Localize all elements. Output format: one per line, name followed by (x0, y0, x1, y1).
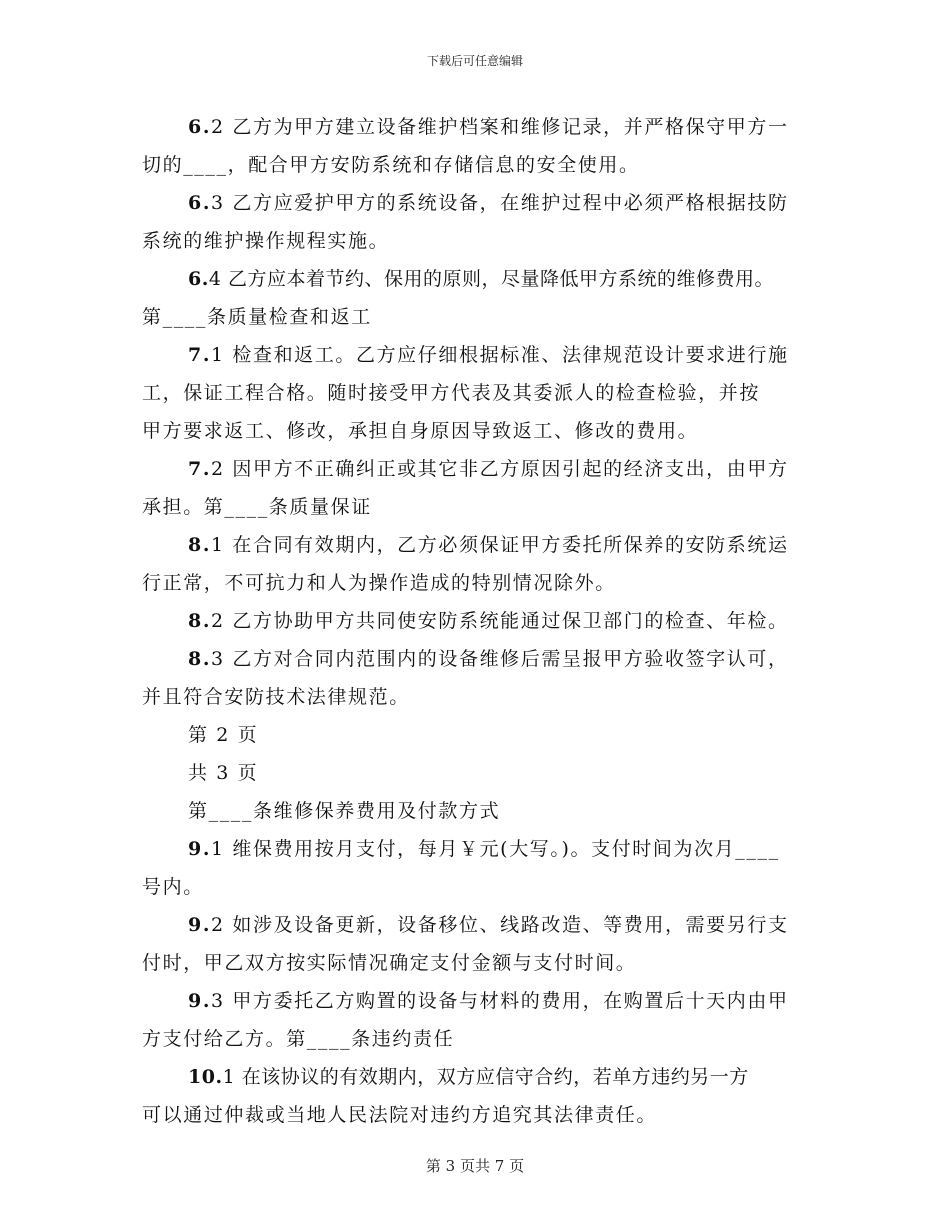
text-line (142, 982, 832, 1020)
clause-number: 7. (188, 458, 212, 480)
clause-number: 6. (188, 116, 212, 138)
text-line (142, 526, 832, 564)
clause-number: 9. (188, 838, 212, 860)
line-text: 并且符合安防技术法律规范。 (142, 686, 410, 708)
text-line (142, 222, 832, 260)
line-text: 甲方要求返工、修改，承担自身原因导致返工、修改的费用。 (142, 420, 699, 442)
line-text: 第____条质量检查和返工 (142, 306, 372, 328)
text-line (142, 412, 832, 450)
clause-number: 6. (188, 268, 209, 290)
line-text: 3 甲方委托乙方购置的设备与材料的费用，在购置后十天内由甲 (211, 990, 789, 1012)
text-line (142, 754, 832, 792)
line-text: 共 3 页 (188, 762, 259, 784)
line-text: 第____条维修保养费用及付款方式 (188, 800, 501, 822)
line-text: 3 乙方对合同内范围内的设备维修后需呈报甲方验收签字认可， (211, 648, 789, 670)
line-text: 号内。 (142, 876, 204, 898)
line-text: 3 乙方应爱护甲方的系统设备，在维护过程中必须严格根据技防 (211, 192, 789, 214)
text-line (142, 184, 832, 222)
text-line (142, 678, 832, 716)
line-text: 切的____，配合甲方安防系统和存储信息的安全使用。 (142, 154, 640, 176)
text-line (142, 336, 832, 374)
clause-number: 10. (188, 1066, 223, 1088)
line-text: 1 维保费用按月支付，每月￥元(大写。)。支付时间为次月____ (211, 838, 780, 860)
text-line (142, 108, 832, 146)
clause-number: 6. (188, 192, 212, 214)
line-text: 2 乙方协助甲方共同使安防系统能通过保卫部门的检查、年检。 (211, 610, 789, 632)
text-line (142, 830, 832, 868)
text-line (142, 716, 832, 754)
text-line (142, 374, 832, 412)
line-text: 2 如涉及设备更新，设备移位、线路改造、等费用，需要另行支 (211, 914, 789, 936)
text-line (142, 260, 832, 298)
line-text: 方支付给乙方。第____条违约责任 (142, 1028, 455, 1050)
line-text: 行正常，不可抗力和人为操作造成的特别情况除外。 (142, 572, 616, 594)
text-line (142, 564, 832, 602)
line-text: 2 因甲方不正确纠正或其它非乙方原因引起的经济支出，由甲方 (211, 458, 789, 480)
text-line (142, 944, 832, 982)
line-text: 付时，甲乙双方按实际情况确定支付金额与支付时间。 (142, 952, 637, 974)
text-line (142, 640, 832, 678)
clause-number: 7. (188, 344, 212, 366)
clause-number: 9. (188, 914, 212, 936)
line-text: 第 2 页 (188, 724, 259, 746)
line-text: 工，保证工程合格。随时接受甲方代表及其委派人的检查检验，并按 (142, 382, 761, 404)
text-line (142, 1020, 832, 1058)
line-text: 1 在合同有效期内，乙方必须保证甲方委托所保养的安防系统运 (211, 534, 789, 556)
text-line (142, 906, 832, 944)
text-line (142, 146, 832, 184)
text-line (142, 1058, 832, 1096)
text-line (142, 450, 832, 488)
text-line (142, 488, 832, 526)
page-footer: 第 3 页共 7 页 (425, 1157, 525, 1175)
text-line (142, 868, 832, 906)
line-text: 1 在该协议的有效期内，双方应信守合约，若单方违约另一方 (222, 1066, 749, 1088)
line-text: 承担。第____条质量保证 (142, 496, 372, 518)
text-line (142, 792, 832, 830)
line-text: 2 乙方为甲方建立设备维护档案和维修记录，并严格保守甲方一 (211, 116, 789, 138)
clause-number: 9. (188, 990, 212, 1012)
clause-number: 8. (188, 648, 212, 670)
line-text: 可以通过仲裁或当地人民法院对违约方追究其法律责任。 (142, 1104, 658, 1126)
page-header: 下载后可任意编辑 (426, 54, 523, 68)
line-text: 1 检查和返工。乙方应仔细根据标准、法律规范设计要求进行施 (211, 344, 789, 366)
line-text: 系统的维护操作规程实施。 (142, 230, 390, 252)
text-line (142, 602, 832, 640)
text-line (142, 298, 832, 336)
line-text: 4 乙方应本着节约、保用的原则，尽量降低甲方系统的维修费用。 (208, 268, 774, 290)
clause-number: 8. (188, 610, 212, 632)
clause-number: 8. (188, 534, 212, 556)
text-line (142, 1096, 832, 1134)
document-body (142, 108, 832, 1134)
